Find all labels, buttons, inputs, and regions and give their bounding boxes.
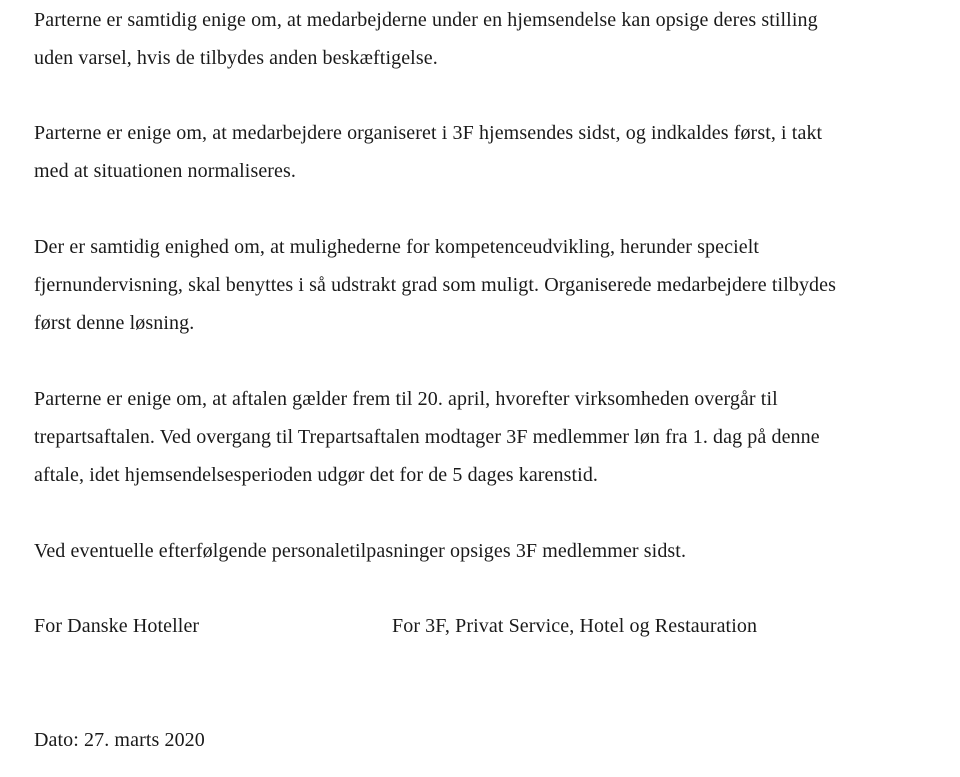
text-line: trepartsaftalen. Ved overgang til Trepartsaftalen modtager 3F medlemmer løn fra 1. dag på denne — [34, 426, 820, 448]
text-line: med at situationen normaliseres. — [34, 160, 297, 182]
text-line: Parterne er samtidig enige om, at medarbejderne under en hjemsendelse kan opsige deres stilling — [34, 9, 818, 31]
document-date: Dato: 27. marts 2020 — [34, 729, 205, 751]
text-line: først denne løsning. — [34, 312, 195, 334]
text-line: fjernundervisning, skal benyttes i så udstrakt grad som muligt. Organiserede medarbejdere tilbydes — [34, 274, 837, 296]
text-line: Parterne er enige om, at medarbejdere organiseret i 3F hjemsendes sidst, og indkaldes først, i takt — [34, 122, 823, 144]
paragraph-agreement-period — [34, 380, 934, 494]
text-line: Der er samtidig enighed om, at mulighederne for kompetenceudvikling, herunder specielt — [34, 236, 760, 258]
paragraph-competence-development — [34, 228, 934, 342]
text-line: uden varsel, hvis de tilbydes anden beskæftigelse. — [34, 47, 438, 69]
signature-3f: For 3F, Privat Service, Hotel og Restauration — [392, 615, 758, 637]
text-line: Ved eventuelle efterfølgende personaletilpasninger opsiges 3F medlemmer sidst. — [34, 540, 687, 562]
paragraph-resignation — [34, 1, 934, 77]
signature-danske-hoteller: For Danske Hoteller — [34, 615, 200, 637]
text-line: aftale, idet hjemsendelsesperioden udgør det for de 5 dages karenstid. — [34, 464, 599, 486]
paragraph-staff-adjustments — [34, 532, 934, 570]
paragraph-3f-priority — [34, 114, 934, 190]
text-line: Parterne er enige om, at aftalen gælder frem til 20. april, hvorefter virksomheden overgår til — [34, 388, 778, 410]
